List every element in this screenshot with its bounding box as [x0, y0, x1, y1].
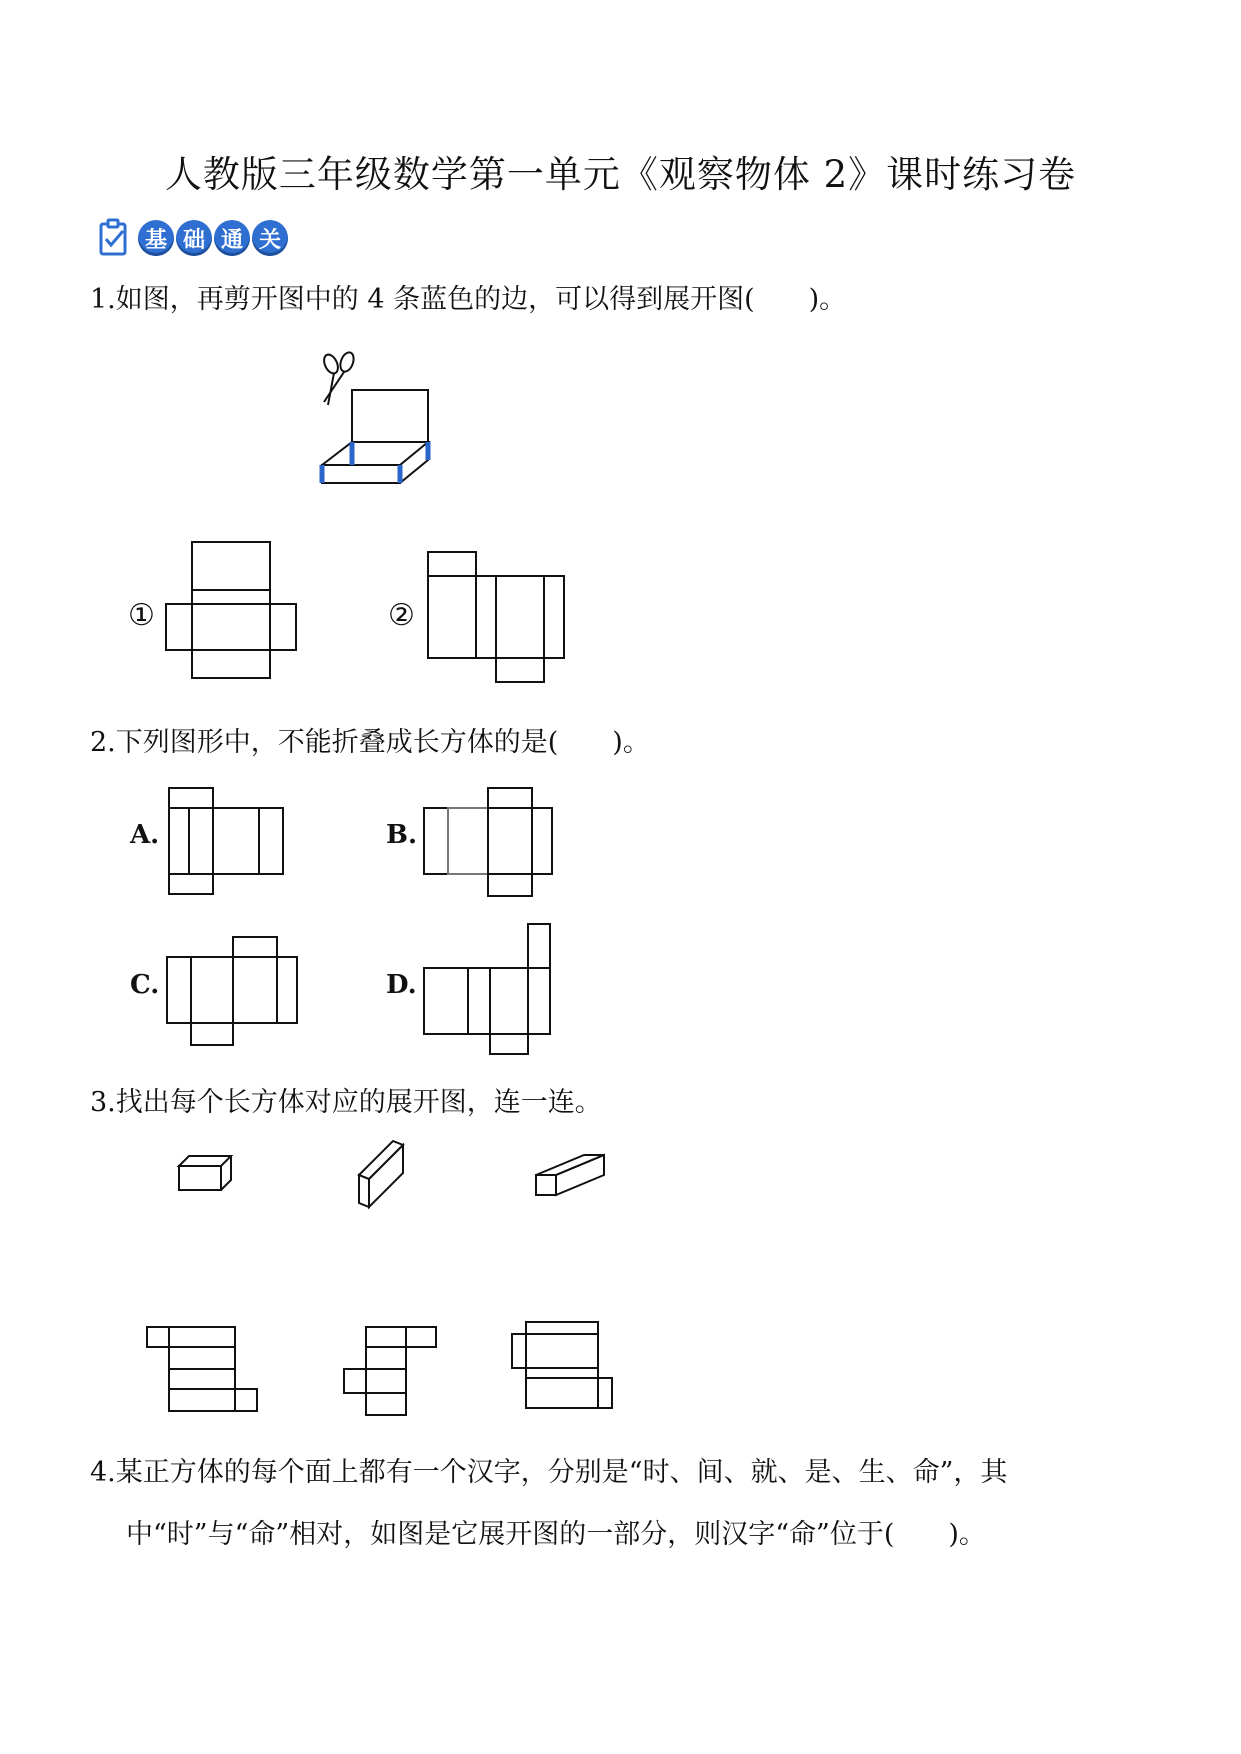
q2-net-d	[420, 920, 570, 1060]
q3-net-3	[510, 1320, 620, 1414]
question-1: 1.如图，再剪开图中的 4 条蓝色的边，可以得到展开图( )。	[90, 284, 847, 315]
q3-net-2	[342, 1325, 442, 1419]
badge-char: 础	[176, 220, 212, 256]
q2-option-c-label: C.	[130, 970, 160, 1000]
q1-option-2-label: ②	[388, 598, 415, 633]
badge-char: 基	[138, 220, 174, 256]
badge-char: 通	[214, 220, 250, 256]
q3-cuboid-2	[355, 1135, 425, 1215]
q1-net-2	[420, 548, 580, 688]
q2-net-c	[165, 935, 315, 1055]
q1-net-1	[160, 540, 310, 690]
section-badge	[98, 216, 288, 260]
q2-net-a	[165, 786, 315, 906]
question-4-line-1: 4.某正方体的每个面上都有一个汉字，分别是“时、间、就、是、生、命”，其	[90, 1457, 1008, 1488]
checklist-icon	[98, 218, 132, 258]
badge-char: 关	[252, 220, 288, 256]
question-2: 2.下列图形中，不能折叠成长方体的是( )。	[90, 727, 650, 758]
q1-box-scissors-figure	[300, 340, 450, 500]
q2-net-b	[420, 786, 570, 906]
question-3: 3.找出每个长方体对应的展开图，连一连。	[90, 1087, 602, 1118]
question-4-line-2: 中“时”与“命”相对，如图是它展开图的一部分，则汉字“命”位于( )。	[126, 1519, 986, 1550]
q2-option-b-label: B.	[386, 820, 418, 850]
q2-option-d-label: D.	[386, 970, 417, 1000]
scissors-icon	[321, 351, 356, 405]
q1-option-1-label: ①	[128, 598, 155, 633]
q3-cuboid-3	[532, 1145, 612, 1205]
q2-option-a-label: A.	[130, 820, 160, 850]
q3-net-1	[145, 1325, 265, 1415]
page-title: 人教版三年级数学第一单元《观察物体 2》课时练习卷	[164, 153, 1077, 196]
q3-cuboid-1	[175, 1150, 245, 1210]
